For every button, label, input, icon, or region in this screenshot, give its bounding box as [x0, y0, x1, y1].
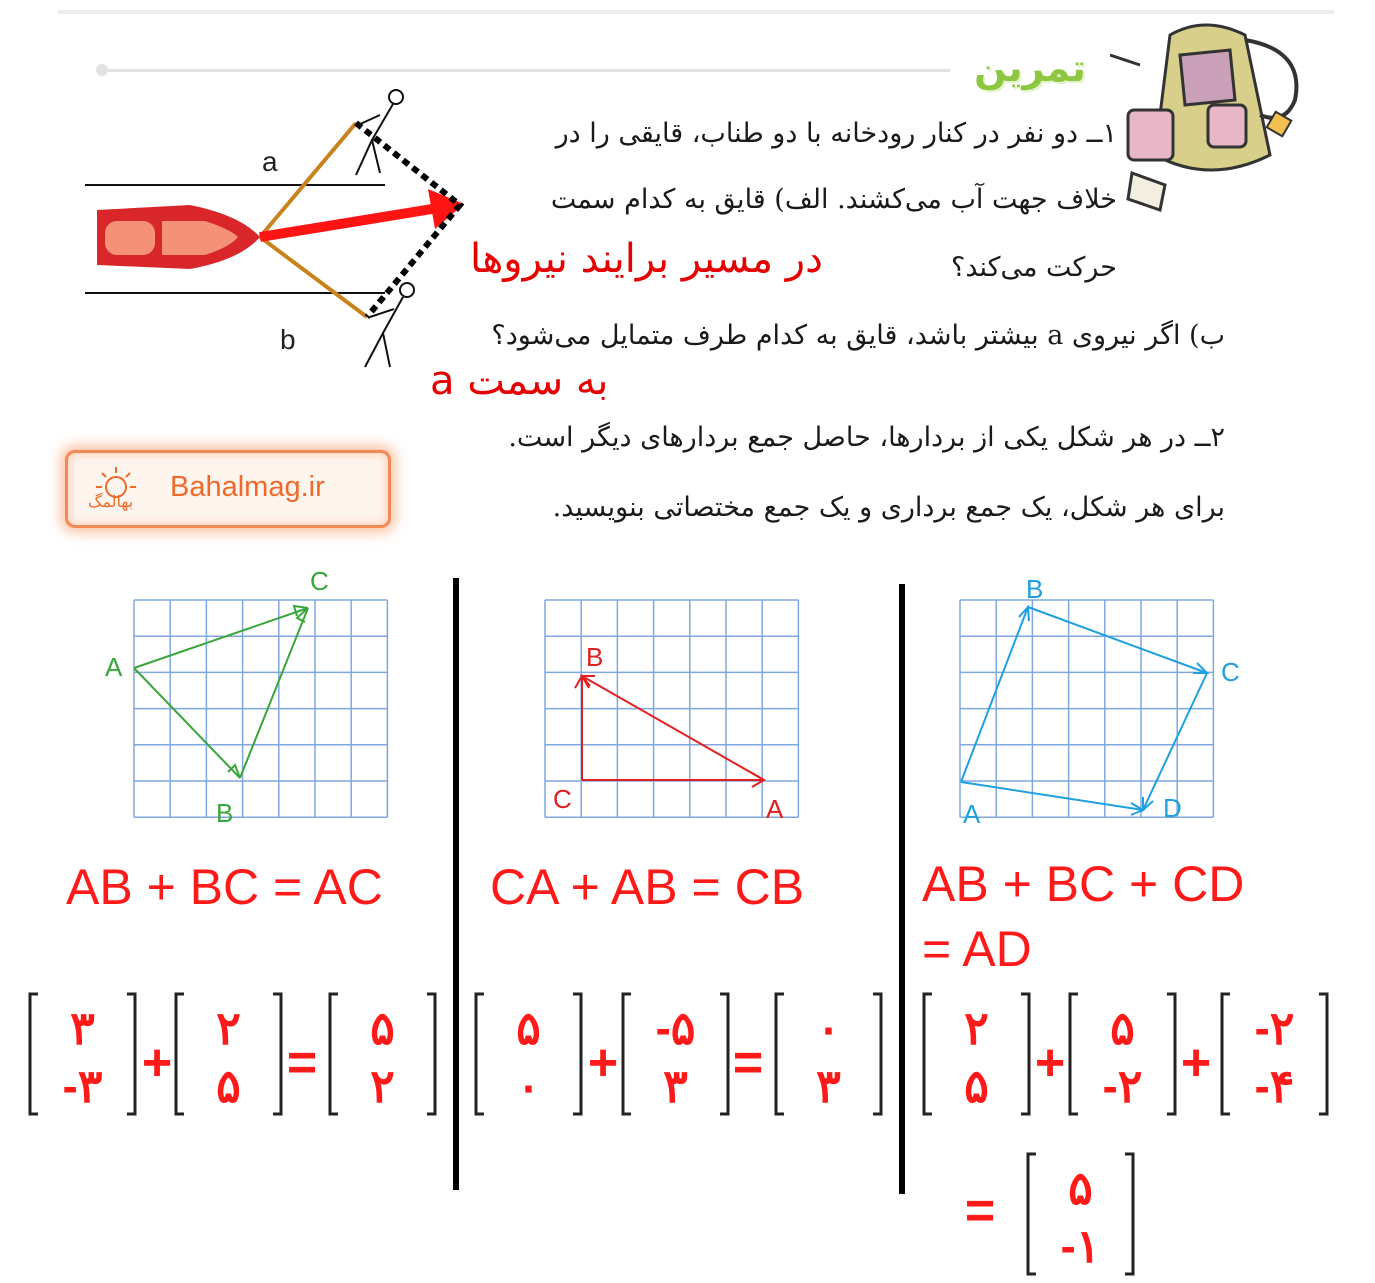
rope-b [260, 237, 367, 317]
sun-logo-icon [80, 463, 165, 513]
label-a: a [262, 146, 278, 177]
fig3-label-A: A [963, 799, 981, 829]
m2-matrix-3-top: ۰ [816, 1002, 841, 1054]
matrix-bracket [573, 994, 581, 1114]
coordinate-sums [0, 980, 1375, 1280]
problem1-line2: خلاف جهت آب می‌کشند. الف) قایق به کدام سمت [550, 184, 1117, 215]
m3-matrix-1-bottom: ۵ [964, 1060, 989, 1112]
problem1-line4: ب) اگر نیروی a بیشتر باشد، قایق به کدام طرف متمایل می‌شود؟ [491, 320, 1225, 351]
matrix-bracket [623, 994, 631, 1114]
m1-matrix-3-bottom: ۲ [370, 1060, 395, 1112]
boat-figure [80, 85, 480, 385]
matrix-bracket [1222, 994, 1230, 1114]
matrix-bracket [30, 994, 38, 1114]
m2-operator: + [587, 1034, 619, 1092]
m2-matrix-1-bottom: ۰ [516, 1060, 541, 1112]
matrix-bracket [127, 994, 135, 1114]
problem1-line1: ۱ــ دو نفر در کنار رودخانه با دو طناب، قایقی را در [555, 118, 1117, 149]
m1-matrix-2-top: ۲ [216, 1002, 241, 1054]
m2-matrix-1-top: ۵ [516, 1002, 541, 1054]
m3-result-matrix-bottom: -۱ [1060, 1220, 1101, 1272]
vector-figure-2 [520, 580, 820, 840]
answer-eq-3-line2: = AD [922, 921, 1032, 977]
matrix-bracket [330, 994, 338, 1114]
vector-figure-1 [100, 560, 400, 830]
m3-matrix-3-bottom: -۴ [1254, 1060, 1295, 1112]
fig2-label-A: A [766, 794, 784, 824]
m1-matrix-2-bottom: ۵ [216, 1060, 241, 1112]
matrix-bracket [776, 994, 784, 1114]
m3-matrix-2-top: ۵ [1110, 1002, 1135, 1054]
m1-operator: = [286, 1034, 318, 1092]
header-rule-dot [96, 64, 108, 76]
matrix-bracket [1028, 1154, 1036, 1274]
matrix-bracket [720, 994, 728, 1114]
m3-matrix-2-bottom: -۲ [1102, 1060, 1143, 1112]
top-border [58, 10, 1334, 14]
label-b: b [280, 324, 296, 355]
m2-operator: = [732, 1034, 764, 1092]
fig2-label-C: C [553, 784, 572, 814]
matrix-bracket [1319, 994, 1327, 1114]
matrix-bracket [273, 994, 281, 1114]
m2-matrix-2-bottom: ۳ [663, 1060, 688, 1112]
m3-matrix-3-top: -۲ [1254, 1002, 1295, 1054]
matrix-bracket [1167, 994, 1175, 1114]
svg-text:بهالمگ: بهالمگ [88, 494, 134, 511]
answer-eq-1: AB + BC = AC [66, 859, 383, 915]
matrix-bracket [427, 994, 435, 1114]
answer-a-handwritten: در مسیر برایند نیروها [470, 236, 823, 282]
fig1-label-A: A [105, 652, 123, 682]
matrix-bracket [924, 994, 932, 1114]
header-rule [100, 69, 950, 72]
matrix-bracket [1021, 994, 1029, 1114]
matrix-bracket [176, 994, 184, 1114]
resultant-arrow [260, 209, 432, 237]
matrix-bracket [1125, 1154, 1133, 1274]
m3-operator: + [1180, 1034, 1212, 1092]
m1-matrix-3-top: ۵ [370, 1002, 395, 1054]
backpack-illustration [1110, 15, 1310, 215]
m2-matrix-3-bottom: ۳ [816, 1060, 841, 1112]
m3-operator: + [1034, 1034, 1066, 1092]
matrix-bracket [476, 994, 484, 1114]
vector-figure-3 [935, 565, 1255, 840]
fig1-label-B: B [216, 798, 234, 828]
matrix-bracket [873, 994, 881, 1114]
matrix-bracket [1070, 994, 1078, 1114]
m3-result-equals: = [964, 1182, 996, 1240]
answer-eq-2: CA + AB = CB [490, 859, 805, 915]
watermark-box [65, 450, 391, 528]
m3-matrix-1-top: ۲ [964, 1002, 989, 1054]
problem1-line3: حرکت می‌کند؟ [950, 252, 1117, 283]
m1-matrix-1-bottom: -۳ [62, 1060, 103, 1112]
fig3-label-C: C [1221, 657, 1240, 687]
m1-operator: + [141, 1034, 173, 1092]
answer-b-handwritten: به سمت a [430, 358, 609, 404]
fig3-label-D: D [1163, 793, 1182, 823]
watermark-text: Bahalmag.ir [170, 471, 325, 503]
fig1-label-C: C [310, 566, 329, 596]
m2-matrix-2-top: -۵ [655, 1002, 696, 1054]
fig2-label-B: B [586, 642, 604, 672]
fig3-label-B: B [1026, 574, 1044, 604]
m1-matrix-1-top: ۳ [70, 1002, 95, 1054]
m3-result-matrix-top: ۵ [1068, 1162, 1093, 1214]
exercise-title: تمرین [974, 46, 1086, 90]
answer-eq-3-line1: AB + BC + CD [922, 856, 1245, 912]
problem2-line1: ۲ــ در هر شکل یکی از بردارها، حاصل جمع بردارهای دیگر است. [508, 422, 1225, 453]
problem2-line2: برای هر شکل، یک جمع برداری و یک جمع مختصاتی بنویسید. [552, 492, 1225, 523]
